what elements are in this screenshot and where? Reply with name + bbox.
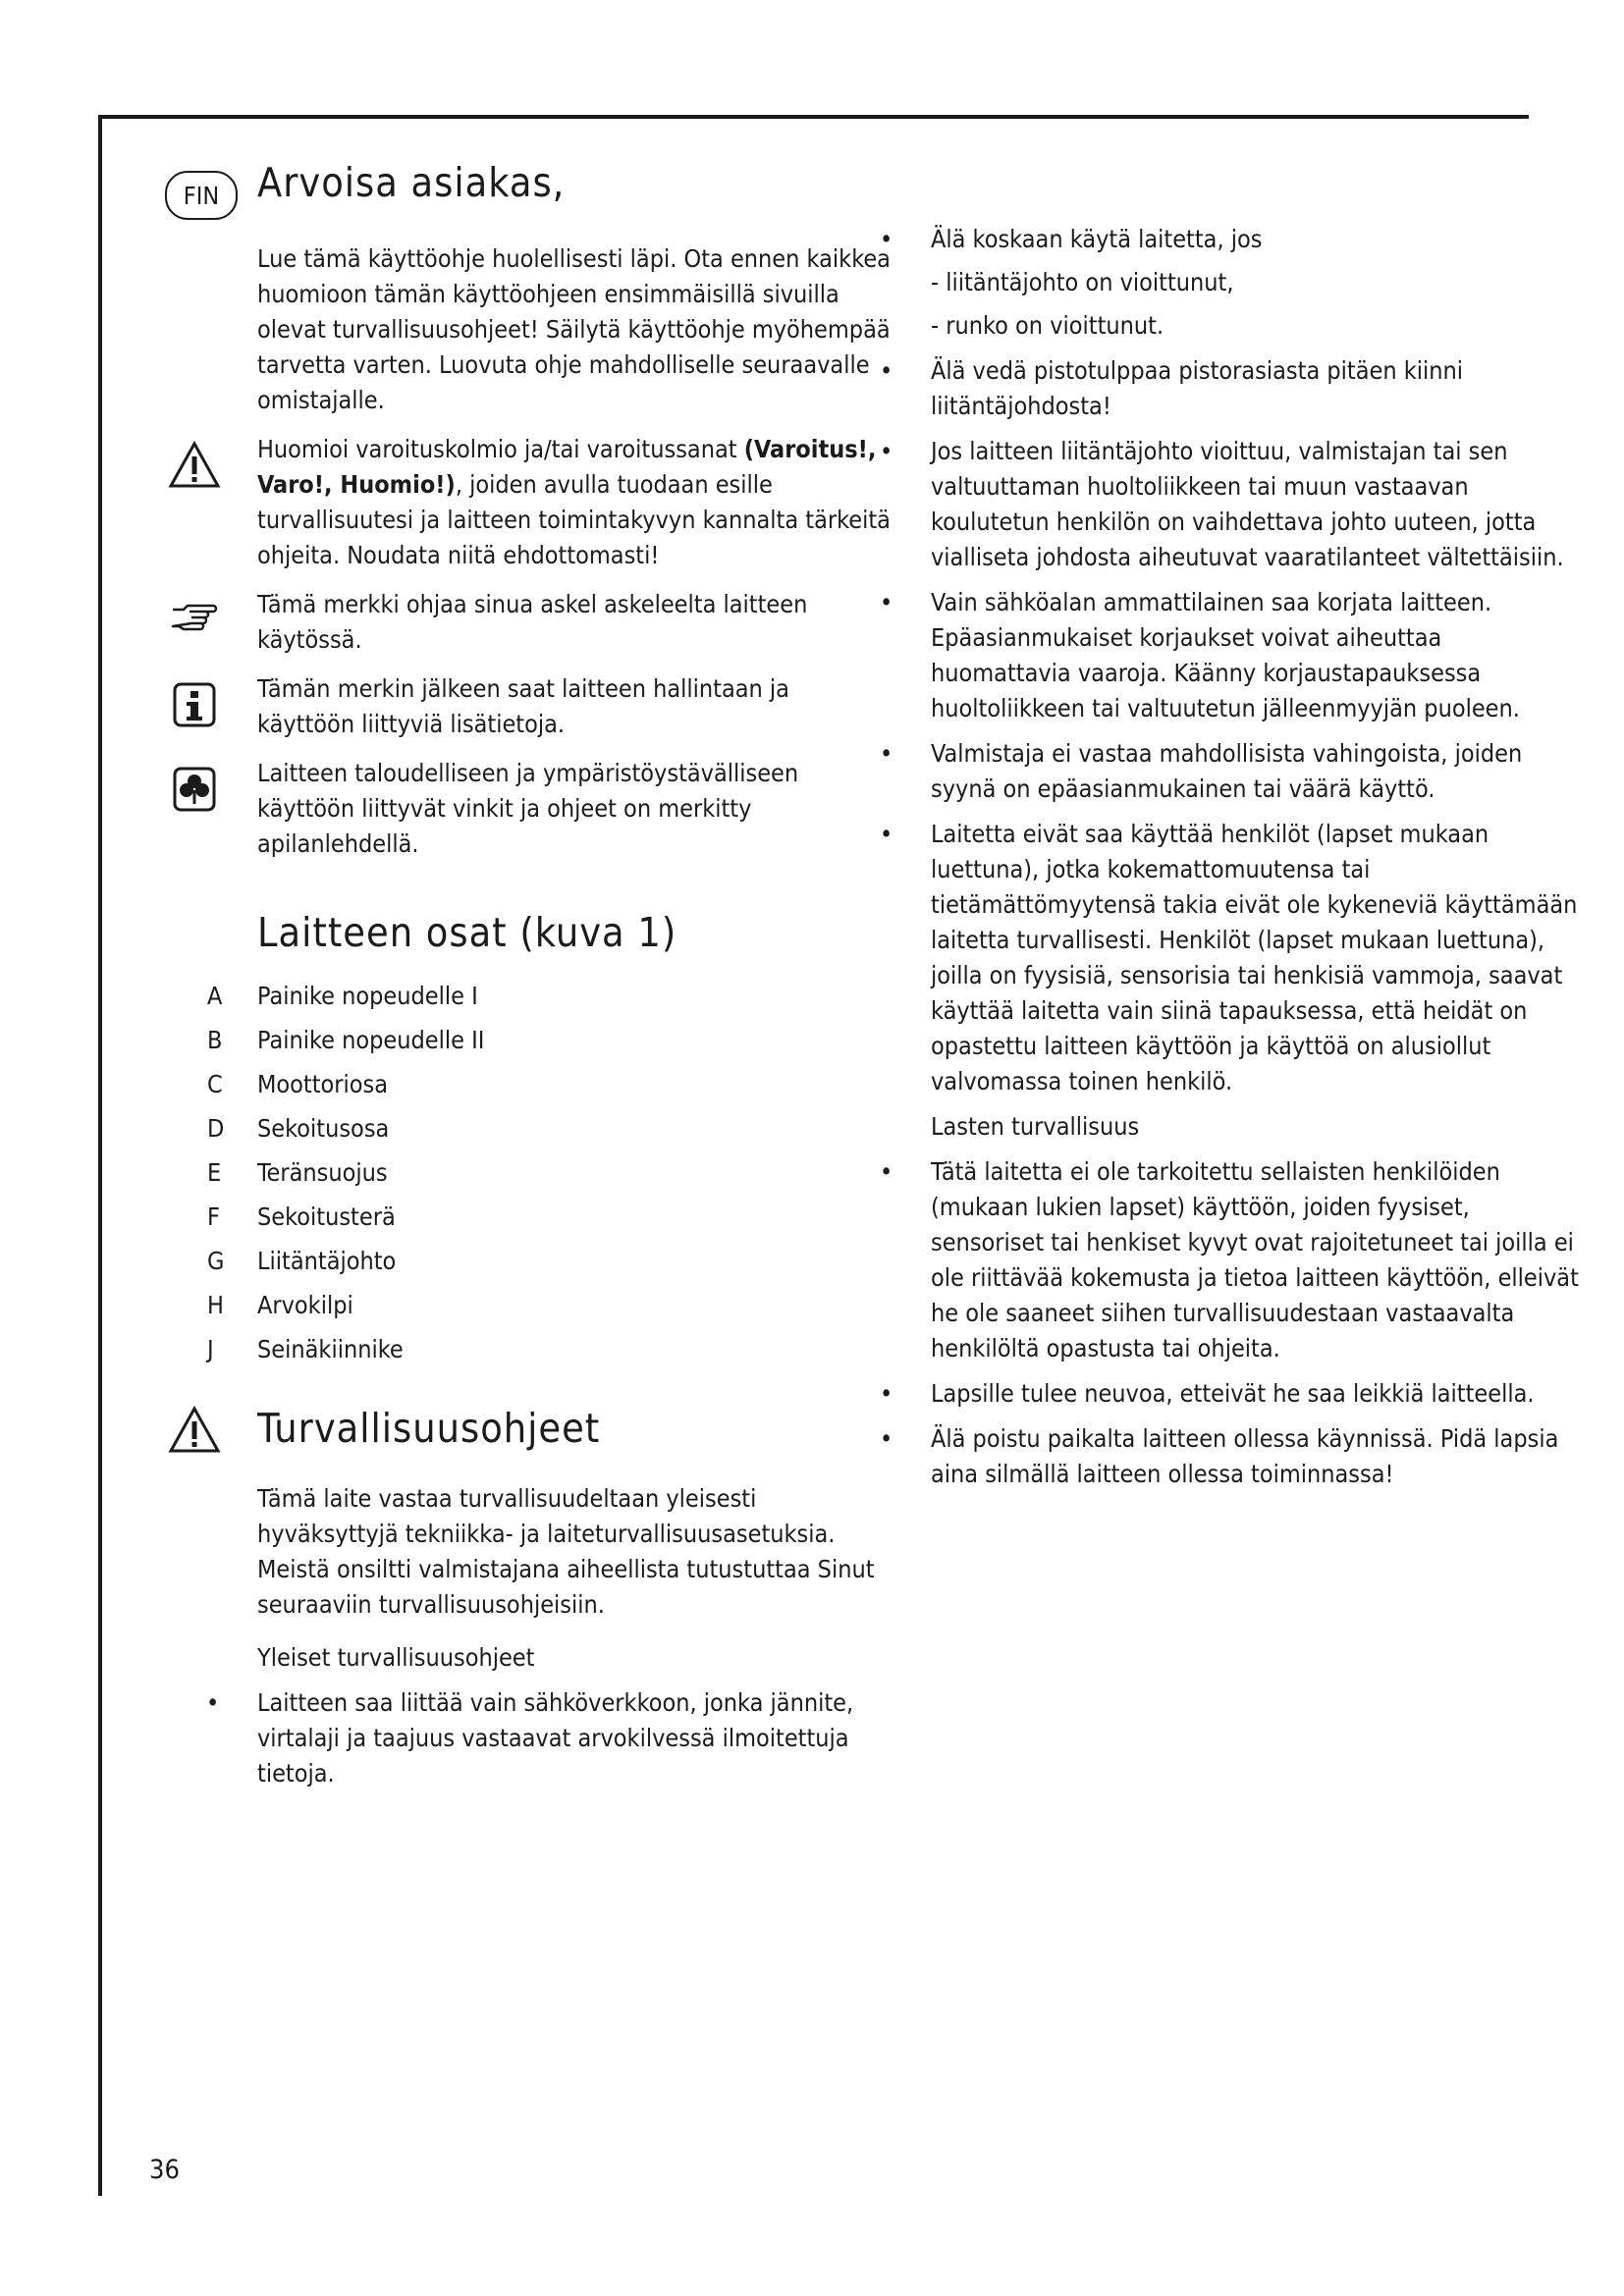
list-item-text: Jos laitteen liitäntäjohto vioittuu, valmistajan tai sen valtuuttaman huoltoliikkeen tai muun vastaavan koulutetun henkilön on vaihdettava johto uuteen, jotta vialliseta johdosta aiheutuvat vaaratilanteet vältettäisiin. <box>931 437 1564 571</box>
safety-list-a <box>872 222 1579 344</box>
part-name: Teränsuojus <box>257 1158 388 1187</box>
part-letter: D <box>207 1114 225 1143</box>
bullet-dot: • <box>880 437 893 465</box>
eco-paragraph: Laitteen taloudelliseen ja ympäristöystävälliseen käyttöön liittyvät vinkit ja ohjeet on merkitty apilanlehdellä. <box>257 759 799 858</box>
part-item <box>165 1018 892 1062</box>
left-column <box>165 159 892 1801</box>
part-letter: C <box>207 1070 223 1098</box>
part-item <box>165 1239 892 1283</box>
list-item-text: Älä vedä pistotulppaa pistorasiasta pitäen kiinni liitäntäjohdosta! <box>931 356 1464 420</box>
bullet-dot: • <box>880 1157 893 1186</box>
warning-paragraph: Huomioi varoituskolmio ja/tai varoitussanat (Varoitus!, Varo!, Huomio!), joiden avulla tuodaan esille turvallisuutesi ja laitteen toimintakyvyn kannalta tärkeitä ohjeita. Noudata niitä ehdottomasti! <box>257 435 891 569</box>
part-name: Painike nopeudelle I <box>257 982 478 1010</box>
list-item <box>872 434 1579 575</box>
list-item: • Älä koskaan käytä laitetta, jos - liitäntäjohto on vioittunut, - runko on vioittunut. <box>872 222 1579 344</box>
list-item-text: Vain sähköalan ammattilainen saa korjata laitteen. Epäasianmukaiset korjaukset voivat aiheuttaa huomattavia vaaroja. Käänny korjaustapauksessa huoltoliikkeen tai valtuutetun jälleenmyyjän puoleen. <box>931 588 1520 722</box>
safety-list-c <box>872 1154 1579 1492</box>
bullet-dot: • <box>880 588 893 616</box>
hand-paragraph: Tämä merkki ohjaa sinua askel askeleelta laitteen käytössä. <box>257 590 808 654</box>
part-name: Moottoriosa <box>257 1070 389 1098</box>
part-name: Sekoitusterä <box>257 1202 396 1231</box>
bullet-dot: • <box>880 739 893 768</box>
sub-list-item: - liitäntäjohto on vioittunut, <box>931 268 1234 296</box>
part-letter: B <box>207 1026 223 1054</box>
list-item-text: Tätä laitetta ei ole tarkoitettu sellaisten henkilöiden (mukaan lukien lapset) käyttöön, joiden fyysiset, sensoriset tai henkiset kyvyt ovat rajoitetuneet tai joilla ei ole riittävää kokemusta ja tietoa laitteen käyttöön, elleivät he ole saaneet siihen turvallisuudestaan vastaavalta henkilöltä opastusta tai ohjeita. <box>931 1157 1579 1362</box>
page-frame-top-rule <box>98 115 1529 119</box>
warning-triangle-icon <box>165 436 224 495</box>
safety-heading: Turvallisuusohjeet <box>257 1405 601 1452</box>
info-icon <box>165 675 224 734</box>
list-item <box>872 1376 1579 1412</box>
list-item-text: Valmistaja ei vastaa mahdollisista vahingoista, joiden syynä on epäasianmukainen tai väärä käyttö. <box>931 739 1523 803</box>
bullet-dot: • <box>880 225 893 253</box>
bullet-dot: • <box>206 1688 220 1717</box>
list-item-text: Laitteen saa liittää vain sähköverkkoon, jonka jännite, virtalaji ja taajuus vastaavat arvokilvessä ilmoitettuja tietoja. <box>257 1688 854 1788</box>
list-item-text: Älä poistu paikalta laitteen ollessa käynnissä. Pidä lapsia aina silmällä laitteen ollessa toiminnassa! <box>931 1424 1559 1488</box>
intro-paragraph: Lue tämä käyttöohje huolellisesti läpi. Ota ennen kaikkea huomioon tämän käyttöohjeen ensimmäisillä sivuilla olevat turvallisuusohjeet! Säilytä käyttöohje myöhempää tarvetta varten. Luovuta ohje mahdolliselle seuraavalle omistajalle. <box>257 244 891 414</box>
safety-intro-paragraph: Tämä laite vastaa turvallisuudeltaan yleisesti hyväksyttyjä tekniikka- ja laiteturvallisuusasetuksia. Meistä onsiltti valmistajana aiheellista tutustuttaa Sinut seuraaviin turvallisuusohjeisiin. <box>257 1484 875 1619</box>
part-name: Arvokilpi <box>257 1291 353 1319</box>
bullet-dot: • <box>880 1424 893 1453</box>
right-column <box>872 222 1579 1502</box>
page-title: Arvoisa asiakas, <box>257 159 566 206</box>
sub-list <box>931 265 1579 344</box>
sub-list-item: - runko on vioittunut. <box>931 311 1164 340</box>
part-item <box>165 1106 892 1150</box>
pointing-hand-icon <box>165 587 224 646</box>
bullet-dot: • <box>880 1379 893 1408</box>
part-item <box>165 1062 892 1106</box>
list-item <box>872 585 1579 726</box>
clover-leaf-icon <box>165 760 224 819</box>
parts-list <box>165 974 892 1371</box>
safety-list-b <box>872 353 1579 1099</box>
heading-row <box>165 159 892 230</box>
page-frame-left-rule <box>98 115 102 2196</box>
part-name: Liitäntäjohto <box>257 1247 397 1275</box>
part-letter: G <box>207 1247 225 1275</box>
general-safety-subheading: Yleiset turvallisuusohjeet <box>257 1643 535 1672</box>
part-name: Sekoitusosa <box>257 1114 390 1143</box>
part-item <box>165 1150 892 1195</box>
list-item <box>198 1685 892 1791</box>
list-item <box>872 1421 1579 1492</box>
warning-triangle-icon <box>165 1401 224 1460</box>
bullet-dot: • <box>880 356 893 385</box>
list-item <box>872 1154 1579 1366</box>
bullet-dot: • <box>880 820 893 848</box>
general-safety-list <box>198 1685 892 1791</box>
list-item-text: Lapsille tulee neuvoa, etteivät he saa leikkiä laitteella. <box>931 1379 1535 1408</box>
hand-note <box>165 587 892 658</box>
page-number: 36 <box>149 2155 180 2185</box>
part-item <box>165 1195 892 1239</box>
part-item <box>165 974 892 1018</box>
language-badge: FIN <box>165 171 238 220</box>
info-paragraph: Tämän merkin jälkeen saat laitteen hallintaan ja käyttöön liittyviä lisätietoja. <box>257 674 789 738</box>
part-name: Seinäkiinnike <box>257 1335 404 1363</box>
child-safety-subheading: Lasten turvallisuus <box>931 1112 1140 1141</box>
part-item <box>165 1283 892 1327</box>
warning-note <box>165 432 892 573</box>
part-item <box>165 1327 892 1371</box>
part-letter: F <box>207 1202 220 1231</box>
parts-heading: Laitteen osat (kuva 1) <box>257 909 677 956</box>
list-item <box>872 736 1579 807</box>
safety-heading-row <box>165 1405 892 1460</box>
part-letter: J <box>207 1335 214 1363</box>
part-letter: E <box>207 1158 222 1187</box>
eco-note <box>165 756 892 862</box>
part-letter: A <box>207 982 223 1010</box>
list-item-text: Laitetta eivät saa käyttää henkilöt (lapset mukaan luettuna), jotka kokemattomuutensa tai tietämättömyytensä takia eivät ole kykeneviä käyttämään laitetta turvallisesti. Henkilöt (lapset mukaan luettuna), joilla on fyysisiä, sensorisia tai henkisiä vammoja, saavat käyttää laitetta vain siinä tapauksessa, että heidät on opastettu laitteen käyttöön ja käyttöä on alusiollut valvomassa toinen henkilö. <box>931 820 1578 1095</box>
part-letter: H <box>207 1291 224 1319</box>
info-note <box>165 671 892 742</box>
list-item <box>872 353 1579 424</box>
part-name: Painike nopeudelle II <box>257 1026 485 1054</box>
list-item <box>872 817 1579 1099</box>
